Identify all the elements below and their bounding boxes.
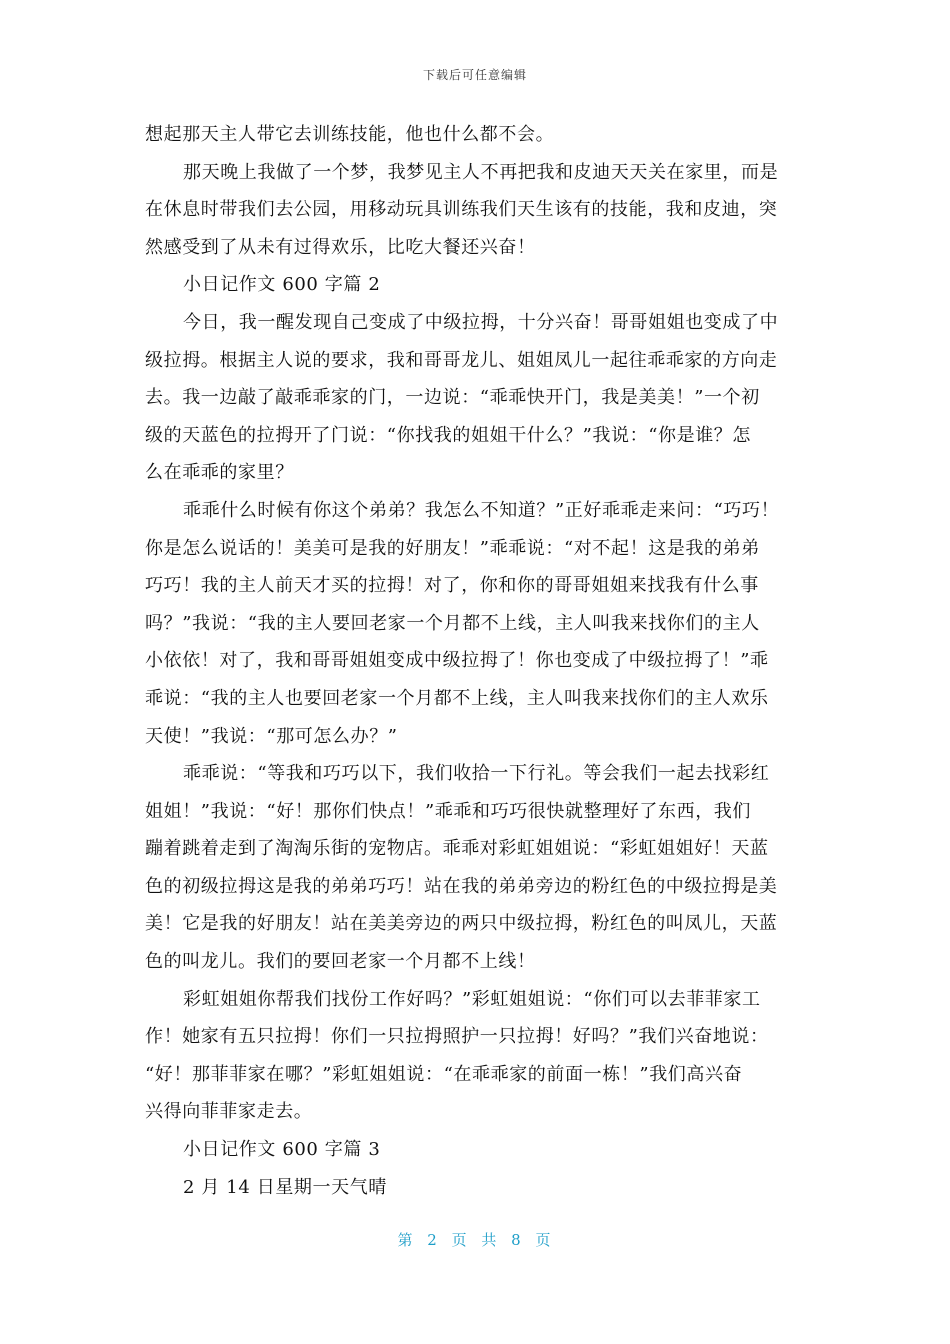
text-line: 彩虹姐姐你帮我们找份工作好吗？”彩虹姐姐说：“你们可以去菲菲家工 xyxy=(183,988,761,1010)
text-line: 乖乖什么时候有你这个弟弟？我怎么不知道？”正好乖乖走来问：“巧巧！ xyxy=(183,499,780,521)
text-line: 级拉拇。根据主人说的要求，我和哥哥龙儿、姐姐凤儿一起往乖乖家的方向走 xyxy=(145,349,778,371)
text-line: 兴得向菲菲家走去。 xyxy=(145,1101,313,1123)
text-line: 色的叫龙儿。我们的要回老家一个月都不上线！ xyxy=(145,951,536,973)
text-line: 小依依！对了，我和哥哥姐姐变成中级拉拇了！你也变成了中级拉拇了！”乖 xyxy=(145,650,769,672)
text-line: 姐姐！”我说：“好！那你们快点！”乖乖和巧巧很快就整理好了东西，我们 xyxy=(145,800,752,822)
text-line: 色的初级拉拇这是我的弟弟巧巧！站在我的弟弟旁边的粉红色的中级拉拇是美 xyxy=(145,875,778,897)
text-line: 你是怎么说话的！美美可是我的好朋友！”乖乖说：“对不起！这是我的弟弟 xyxy=(145,537,760,559)
text-line: 天使！”我说：“那可怎么办？” xyxy=(145,725,398,747)
page-footer: 第 2 页 共 8 页 xyxy=(397,1231,553,1249)
text-line: 巧巧！我的主人前天才买的拉拇！对了，你和你的哥哥姐姐来找我有什么事 xyxy=(145,575,759,597)
text-line: 然感受到了从未有过得欢乐，比吃大餐还兴奋！ xyxy=(145,236,536,258)
text-line: 想起那天主人带它去训练技能，他也什么都不会。 xyxy=(145,124,555,145)
text-line: 作！她家有五只拉拇！你们一只拉拇照护一只拉拇！好吗？”我们兴奋地说： xyxy=(145,1026,769,1048)
text-line: 去。我一边敲了敲乖乖家的门，一边说：“乖乖快开门，我是美美！”一个初 xyxy=(145,387,760,409)
text-line: 在休息时带我们去公园，用移动玩具训练我们天生该有的技能，我和皮迪，突 xyxy=(145,199,778,221)
text-line: 2 月 14 日星期一天气晴 xyxy=(183,1176,387,1198)
text-line: 小日记作文 600 字篇 2 xyxy=(183,274,381,296)
text-line: 小日记作文 600 字篇 3 xyxy=(183,1139,381,1161)
text-line: 今日，我一醒发现自己变成了中级拉拇，十分兴奋！哥哥姐姐也变成了中 xyxy=(183,311,779,333)
document-body xyxy=(145,116,805,1206)
text-line: 蹦着跳着走到了淘淘乐街的宠物店。乖乖对彩虹姐姐说：“彩虹姐姐好！天蓝 xyxy=(145,838,769,860)
text-line: 吗？”我说：“我的主人要回老家一个月都不上线，主人叫我来找你们的主人 xyxy=(145,612,760,634)
page-header: 下载后可任意编辑 xyxy=(422,68,527,82)
text-line: 级的天蓝色的拉拇开了门说：“你找我的姐姐干什么？”我说：“你是谁？怎 xyxy=(145,424,752,446)
text-line: 乖乖说：“等我和巧巧以下，我们收拾一下行礼。等会我们一起去找彩红 xyxy=(183,763,770,785)
text-line: 么在乖乖的家里？ xyxy=(145,462,294,484)
text-line: “好！那菲菲家在哪？”彩虹姐姐说：“在乖乖家的前面一栋！”我们高兴奋 xyxy=(145,1063,743,1085)
text-line: 乖说：“我的主人也要回老家一个月都不上线，主人叫我来找你们的主人欢乐 xyxy=(145,687,769,709)
text-line: 那天晚上我做了一个梦，我梦见主人不再把我和皮迪天天关在家里，而是 xyxy=(183,161,779,183)
text-line: 美！它是我的好朋友！站在美美旁边的两只中级拉拇，粉红色的叫凤儿，天蓝 xyxy=(145,913,778,935)
